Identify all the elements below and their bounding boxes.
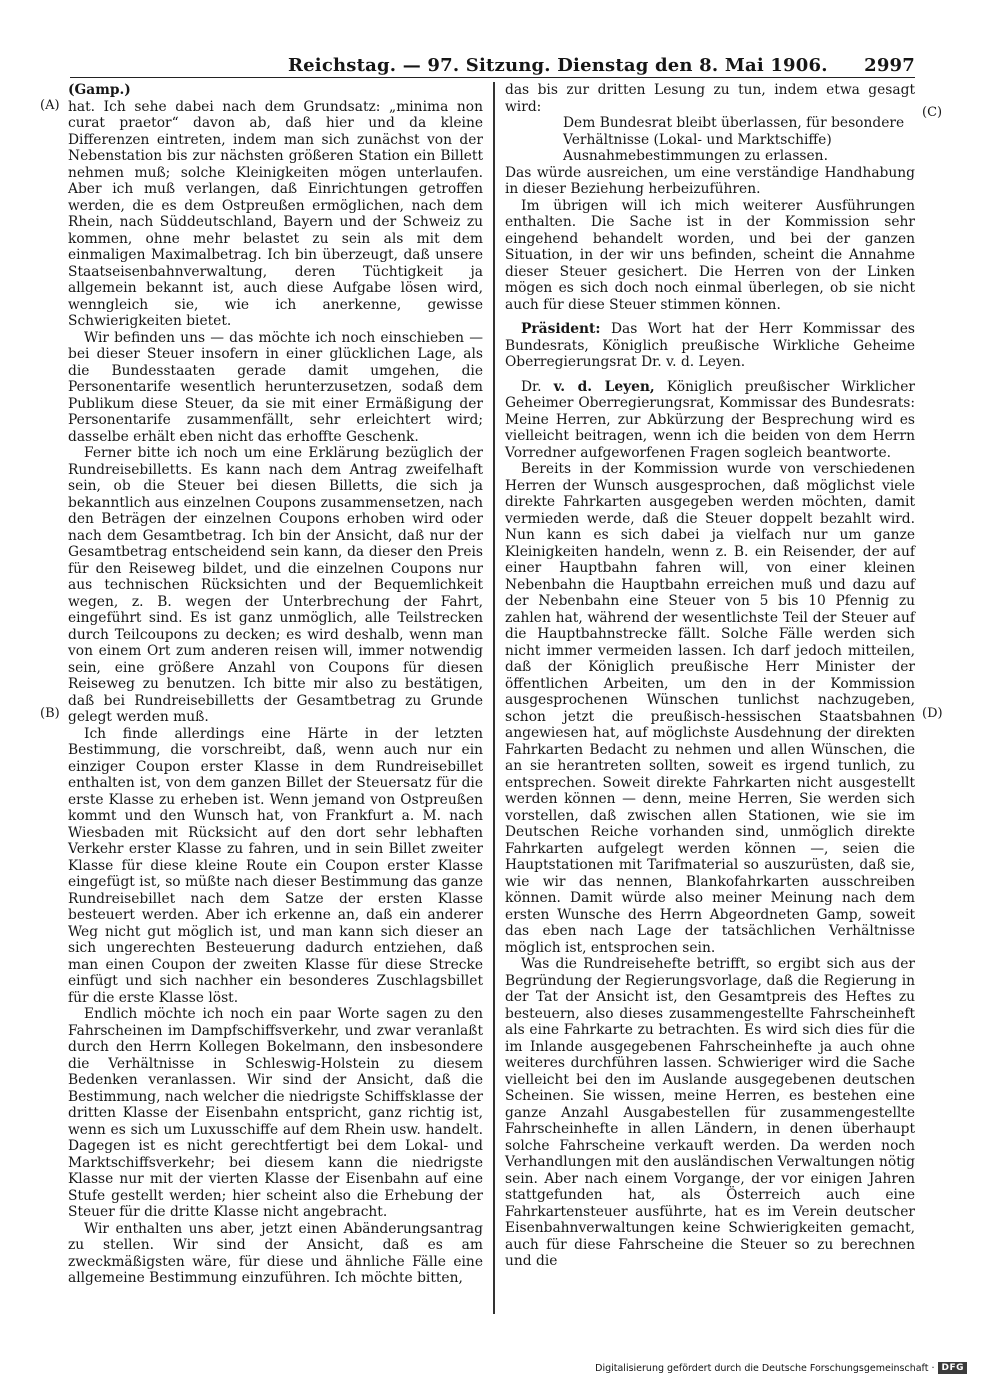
footer-text: Digitalisierung gefördert durch die Deutsche Forschungsgemeinschaft · bbox=[595, 1362, 935, 1374]
paragraph: Wir befinden uns — das möchte ich noch einschieben — bei dieser Steuer insofern in einer glücklichen Lage, als die Bundesstaaten gerade damit umgehen, die Personentarife wesentlich herunterzusetzen, sodaß dem Publikum diese Steuer, da sie mit einer Ermäßigung der Personentarife zusammenfällt, sehr erleichtert wird; dasselbe erhält eben nicht das erhoffte Geschenk. bbox=[68, 329, 483, 445]
page-number: 2997 bbox=[864, 55, 915, 76]
paragraph: Ich finde allerdings eine Härte in der letzten Bestimmung, die vorschreibt, daß, wenn auch nur ein einziger Coupon erster Klasse in dem Rundreisebillet enthalten ist, von dem ganzen Billet der Steuersatz für die erste Klasse zu erheben ist. Wenn jemand von Ostpreußen kommt und den Wunsch hat, von Frankfurt a. M. nach Wiesbaden mit Rücksicht auf den dort sehr lebhaften Verkehr erster Klasse zu fahren, und in sein Billet zweiter Klasse für diese kleine Route ein Coupon erster Klasse eingefügt ist, so müßte nach dieser Bestimmung das ganze Rundreisebillet nach dem Satze der ersten Klasse besteuert werden. Aber ich erkenne an, daß ein anderer Weg nicht gut möglich ist, und man kann sich dieser an sich ungerechten Besteuerung dadurch entziehen, daß man einen Coupon der zweiten Klasse für diese Strecke einfügt und sich nachher ein besonderes Zuschlagsbillet für die erste Klasse löst. bbox=[68, 725, 483, 1006]
page-header bbox=[70, 55, 915, 78]
paragraph: das bis zur dritten Lesung zu tun, indem etwa gesagt wird: bbox=[505, 82, 915, 115]
column-divider bbox=[493, 82, 495, 1314]
page-title: Reichstag. — 97. Sitzung. Dienstag den 8. Mai 1906. bbox=[288, 55, 828, 76]
paragraph: hat. Ich sehe dabei nach dem Grundsatz: „minima non curat praetor“ davon ab, daß hier und da kleine Differenzen eintreten, indem man sich zunächst von der Nebenstation bis zur nächsten größeren Station ein Billett nehmen muß; solche Kleinigkeiten mögen unterlaufen. Aber ich muß verlangen, daß Einrichtungen getroffen werden, die es dem Ostpreußen ermöglichen, nach dem Rhein, nach Süddeutschland, Bayern und der Schweiz zu kommen, ohne mehr belastet zu sein als mit dem einmaligen Maximalbetrag. Ich bin überzeugt, daß unsere Staatseisenbahnverwaltung, deren Tüchtigkeit ja allgemein bekannt ist, auch diese Aufgabe lösen wird, wenngleich sie, wie ich anerkenne, gewisse Schwierigkeiten bietet. bbox=[68, 98, 483, 329]
right-column bbox=[505, 82, 915, 1270]
margin-marker-b: (B) bbox=[40, 706, 60, 721]
speaker-prefix: Dr. bbox=[521, 378, 542, 395]
quoted-amendment: Dem Bundesrat bleibt überlassen, für besondere Verhältnisse (Lokal- und Marktschiffe) Ausnahmebestimmungen zu erlassen. bbox=[563, 115, 905, 164]
president-label: Präsident: bbox=[521, 321, 601, 337]
margin-marker-c: (C) bbox=[922, 105, 943, 120]
paragraph: Bereits in der Kommission wurde von verschiedenen Herren der Wunsch ausgesprochen, daß möglichst viele direkte Fahrkarten ausgegeben werden möchten, damit vermieden werde, daß die Steuer doppelt bezahlt wird. Nun kann es sich dabei ja vielfach nur um ganze Kleinigkeiten handeln, wenn z. B. ein Reisender, der auf einer Hauptbahn fahren will, von einer kleinen Nebenbahn die Hauptbahn erreichen muß und dazu auf der Nebenbahn eine Steuer von 5 bis 10 Pfennig zu zahlen hat, während der wesentlichste Teil der Steuer auf die Hauptbahnstrecke fällt. Solche Fälle werden sich nicht immer vermeiden lassen. Ich darf jedoch mitteilen, daß der Königlich preußische Herr Minister der öffentlichen Arbeiten, um den in der Kommission ausgesprochenen Wünschen tunlichst nachzugeben, schon jetzt die preußisch-hessischen Staatsbahnen angewiesen hat, auf möglichste Ausdehnung der direkten Fahrkarten Bedacht zu nehmen und allen Wünschen, die an sie herantreten sollten, soweit es irgend tunlich, zu entsprechen. Soweit direkte Fahrkarten nicht ausgestellt werden können — denn, meine Herren, Sie werden sich vorstellen, daß zwischen allen Stationen, wie sie im Deutschen Reiche vorhanden sind, unmöglich direkte Fahrkarten aufgelegt werden können —, seien die Hauptstationen mit Tarifmaterial so auszurüsten, daß sie, wie wir das nennen, Blankofahrkarten ausschreiben können. Damit würde also meiner Meinung nach dem ersten Wunsche des Herrn Abgeordneten Gamp, soweit das eben nach Lage der tatsächlichen Verhältnisse möglich ist, entsprochen sein. bbox=[505, 461, 915, 956]
president-statement bbox=[505, 321, 915, 371]
speaker-statement bbox=[505, 379, 915, 462]
paragraph: Wir enthalten uns aber, jetzt einen Abänderungsantrag zu stellen. Wir sind der Ansicht, daß es am zweckmäßigsten wäre, für diese und ähnliche Fälle eine allgemeine Bestimmung einzuführen. Ich möchte bitten, bbox=[68, 1220, 483, 1286]
speaker-name: v. d. Leyen, bbox=[553, 378, 655, 395]
dfg-logo: DFG bbox=[938, 1362, 967, 1374]
paragraph: Ferner bitte ich noch um eine Erklärung bezüglich der Rundreisebilletts. Es kann nach dem Antrag zweifelhaft sein, ob die Steuer bei diesen Billetts, die sich ja bekanntlich aus einzelnen Coupons zusammensetzen, nach den Beträgen der einzelnen Coupons erhoben wird oder nach dem Gesamtbetrag. Ich bin der Ansicht, daß nur der Gesamtbetrag entscheidend sein kann, da dieser den Preis für den Reiseweg bildet, und die einzelnen Coupons nur aus technischen Rücksichten und der Bequemlichkeit wegen, z. B. wegen der Unterbrechung der Fahrt, eingeführt sind. Es ist ganz unmöglich, alle Teilstrecken durch Teilcoupons zu decken; es wird deshalb, wenn man von einem Ort zum anderen reisen will, immer notwendig sein, eine größere Anzahl von Coupons für diesen Reiseweg zu benutzen. Ich bitte mir also zu bestätigen, daß bei Rundreisebilletts der Gesamtbetrag zu Grunde gelegt werden muß. bbox=[68, 445, 483, 725]
margin-marker-a: (A) bbox=[40, 98, 60, 113]
paragraph: Das würde ausreichen, um eine verständige Handhabung in dieser Beziehung herbeizuführen. bbox=[505, 164, 915, 197]
left-column bbox=[68, 82, 483, 1287]
speaker-text: Königlich preußischer Wirklicher Geheimer Oberregierungsrat, Kommissar des Bundesrats: Meine Herren, zur Abkürzung der Besprechung wird es vielleicht beitragen, wenn ich die beiden von dem Herrn Vorredner aufgeworfenen Fragen sogleich beantworte. bbox=[505, 378, 915, 461]
paragraph: Im übrigen will ich mich weiterer Ausführungen enthalten. Die Sache ist in der Kommission sehr eingehend behandelt worden, und bei der ganzen Situation, in der wir uns befinden, scheint die Annahme dieser Steuer gesichert. Die Herren von der Linken mögen es sich doch noch einmal überlegen, ob sie nicht auch für diese Steuer stimmen können. bbox=[505, 197, 915, 313]
speaker-label: (Gamp.) bbox=[68, 82, 131, 98]
margin-marker-d: (D) bbox=[922, 706, 943, 721]
paragraph: Was die Rundreisehefte betrifft, so ergibt sich aus der Begründung der Regierungsvorlage, daß die Regierung in der Tat der Ansicht ist, den Gesamtpreis des Heftes zu besteuern, also dieses zusammengestellte Fahrscheinheft als eine Fahrkarte zu betrachten. Es wird sich dies für die im Inlande ausgegebenen Fahrscheinhefte ja auch ohne weiteres durchführen lassen. Schwieriger wird die Sache vielleicht bei den im Auslande ausgegebenen deutschen Scheinen. Sie wissen, meine Herren, es bestehen eine ganze Anzahl Ausgabestellen für zusammengestellte Fahrscheinhefte in allen Ländern, in denen überhaupt solche Fahrscheine verkauft werden. Da werden noch Verhandlungen mit den ausländischen Verwaltungen nötig sein. Aber nach einem Vorgange, der vor einigen Jahren stattgefunden hat, als Österreich auch eine Fahrkartensteuer ausführte, hat es im Verein deutscher Eisenbahnverwaltungen keine Schwierigkeiten gemacht, auch für diese Fahrscheine die Steuer so zu berechnen und die bbox=[505, 956, 915, 1269]
digitization-footer bbox=[595, 1362, 967, 1374]
president-text: Das Wort hat der Herr Kommissar des Bundesrats, Königlich preußische Wirkliche Geheime Oberregierungsrat Dr. v. d. Leyen. bbox=[505, 321, 915, 370]
paragraph: Endlich möchte ich noch ein paar Worte sagen zu den Fahrscheinen im Dampfschiffsverkehr, und zwar veranlaßt durch den Herrn Kollegen Bokelmann, den insbesondere die Verhältnisse in Schleswig-Holstein zu diesem Bedenken veranlassen. Wir sind der Ansicht, daß die Bestimmung, nach welcher die niedrigste Schiffsklasse der dritten Klasse der Eisenbahn entspricht, ganz richtig ist, wenn es sich um Luxusschiffe auf dem Rhein usw. handelt. Dagegen ist es nicht gerechtfertigt bei dem Lokal- und Marktschiffsverkehr; bei diesem kann die niedrigste Klasse nur mit der vierten Klasse der Eisenbahn auf eine Stufe gestellt werden; hier scheint also die Erhebung der Steuer für die dritte Klasse nicht angebracht. bbox=[68, 1006, 483, 1220]
